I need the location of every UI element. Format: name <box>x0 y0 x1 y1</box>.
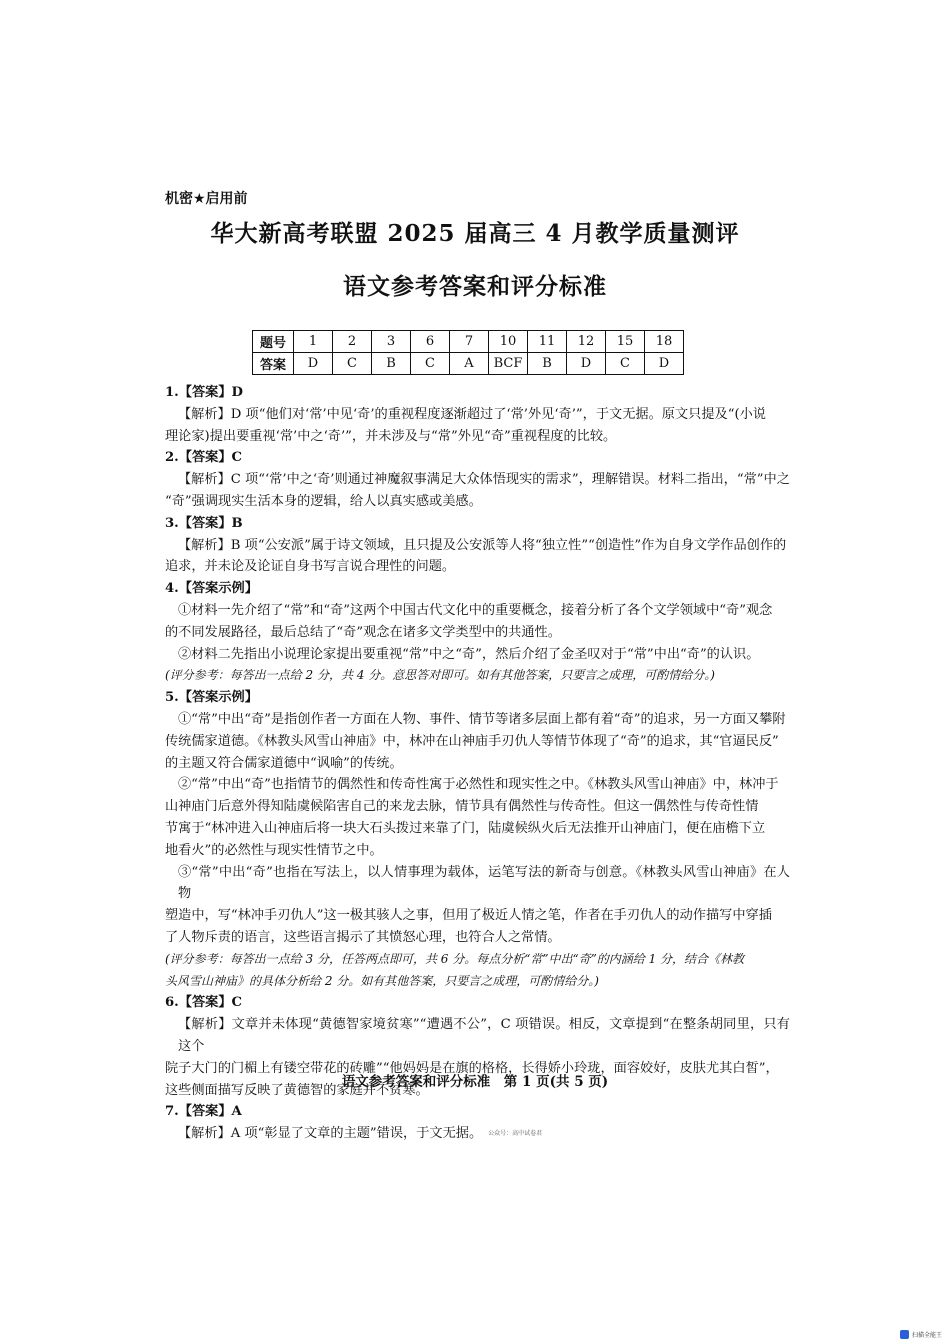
q1-analysis: 【解析】D 项“他们对‘常’中见‘奇’的重视程度逐渐超过了‘常’外见‘奇’”，于文无据。原文只提及“(小说 <box>178 406 766 422</box>
answer-cell: A <box>450 353 489 375</box>
q7-analysis-text: 【解析】A 项“彰显了文章的主题”错误，于文无据。 <box>178 1126 483 1142</box>
answer-body <box>165 382 790 1145</box>
question-number: 6 <box>411 331 450 353</box>
answer-cell: C <box>606 353 645 375</box>
q4-scoring-note: (评分参考：每答出一点给 2 分，共 4 分。意思答对即可。如有其他答案，只要言之成理，可酌情给分。) <box>165 668 715 683</box>
q5-answer: 传统儒家道德。《林教头风雪山神庙》中，林冲在山神庙手刃仇人等情节体现了“奇”的追求，其“官逼民反” <box>165 733 779 749</box>
confidential-label: 机密★启用前 <box>165 191 248 207</box>
q5-scoring-note: (评分参考：每答出一点给 3 分，任答两点即可，共 6 分。每点分析“常”中出“奇”的内涵给 1 分，结合《林教 <box>165 951 745 966</box>
q5-scoring-note: 头风雪山神庙》的具体分析给 2 分。如有其他答案，只要言之成理，可酌情给分。) <box>165 973 599 988</box>
q5-heading: 5.【答案示例】 <box>165 690 258 706</box>
answer-cell: B <box>528 353 567 375</box>
answer-cell: D <box>567 353 606 375</box>
q4-answer: 的不同发展路径，最后总结了“奇”观念在诸多文学类型中的共通性。 <box>165 624 561 640</box>
answer-cell: BCF <box>489 353 528 375</box>
q6-analysis: 院子大门的门楣上有镂空带花的砖雕”“他妈妈是在旗的格格，长得娇小玲珑，面容姣好，皮肤尤其白皙”， <box>165 1060 779 1076</box>
q5-answer: 的主题又符合儒家道德中“讽喻”的传统。 <box>165 755 403 771</box>
q4-heading: 4.【答案示例】 <box>165 581 258 597</box>
page-footer: 语文参考答案和评分标准 第 1 页(共 5 页) <box>341 1074 609 1090</box>
q2-heading: 2.【答案】C <box>165 450 243 466</box>
q5-answer: ①“常”中出“奇”是指创作者一方面在人物、事件、情节等诸多层面上都有着“奇”的追求，另一方面又攀附 <box>178 711 786 727</box>
q5-answer: 塑造中，写“林冲手刃仇人”这一极其骇人之事，但用了极近人情之笔，作者在手刃仇人的动作描写中穿插 <box>165 908 772 924</box>
exam-title: 华大新高考联盟 2025 届高三 4 月教学质量测评 <box>210 220 740 247</box>
scanner-badge <box>900 1330 942 1339</box>
q2-analysis: “奇”强调现实生活本身的逻辑，给人以真实感或美感。 <box>165 493 482 509</box>
question-number: 12 <box>567 331 606 353</box>
answer-table <box>252 330 684 375</box>
question-number: 15 <box>606 331 645 353</box>
q5-answer: 了人物斥责的语言，这些语言揭示了其愤怒心理，也符合人之常情。 <box>165 929 561 945</box>
page-subtitle: 语文参考答案和评分标准 <box>343 274 607 300</box>
answer-cell: C <box>411 353 450 375</box>
question-number: 7 <box>450 331 489 353</box>
question-number: 1 <box>294 331 333 353</box>
question-number: 10 <box>489 331 528 353</box>
question-number: 18 <box>645 331 684 353</box>
q5-answer: ②“常”中出“奇”也指情节的偶然性和传奇性寓于必然性和现实性之中。《林教头风雪山神庙》中，林冲于 <box>178 777 779 793</box>
row-label: 题号 <box>253 331 294 353</box>
q6-analysis: 【解析】文章并未体现“黄德智家境贫寒”“遭遇不公”，C 项错误。相反，文章提到“在整条胡同里，只有这个 <box>178 1017 790 1054</box>
q3-analysis: 【解析】B 项“公安派”属于诗文领域，且只提及公安派等人将“独立性”“创造性”作为自身文学作品创作的 <box>178 537 787 553</box>
q4-answer: ①材料一先介绍了“常”和“奇”这两个中国古代文化中的重要概念，接着分析了各个文学领域中“奇”观念 <box>178 602 773 618</box>
q3-heading: 3.【答案】B <box>165 515 243 531</box>
watermark: 公众号：高中试卷君 <box>488 1130 543 1138</box>
q1-analysis: 理论家)提出要重视‘常’中之‘奇’”，并未涉及与“常”外见“奇”重视程度的比较。 <box>165 428 617 444</box>
question-number-row <box>253 331 684 353</box>
answer-cell: B <box>372 353 411 375</box>
q5-answer: 地看火”的必然性与现实性情节之中。 <box>165 842 383 858</box>
answer-cell: C <box>333 353 372 375</box>
q4-answer: ②材料二先指出小说理论家提出要重视“常”中之“奇”，然后介绍了金圣叹对于“常”中出“奇”的认识。 <box>178 646 760 662</box>
q6-heading: 6.【答案】C <box>165 995 243 1011</box>
q3-analysis: 追求，并未论及论证自身书写言说合理性的问题。 <box>165 559 456 575</box>
answer-cell: D <box>294 353 333 375</box>
q5-answer: ③“常”中出“奇”也指在写法上，以人情事理为载体，运笔写法的新奇与创意。《林教头风雪山神庙》在人物 <box>178 864 790 902</box>
scanner-badge-label: 扫描全能王 <box>911 1332 942 1339</box>
q5-answer: 山神庙门后意外得知陆虞候陷害自己的来龙去脉，情节具有偶然性与传奇性。但这一偶然性与传奇性情 <box>165 799 759 815</box>
q1-heading: 1.【答案】D <box>165 385 243 400</box>
q2-analysis: 【解析】C 项“‘常’中之‘奇’则通过神魔叙事满足大众体悟现实的需求”，理解错误。材料二指出，“常”中之 <box>178 472 790 488</box>
q7-analysis <box>165 1123 790 1145</box>
q6-analysis: 这些侧面描写反映了黄德智的家庭并不贫寒。 <box>165 1082 429 1098</box>
answer-row <box>253 353 684 375</box>
q7-heading: 7.【答案】A <box>165 1104 242 1120</box>
scanner-logo-icon <box>900 1330 909 1339</box>
question-number: 2 <box>333 331 372 353</box>
question-number: 11 <box>528 331 567 353</box>
answer-cell: D <box>645 353 684 375</box>
question-number: 3 <box>372 331 411 353</box>
row-label: 答案 <box>253 353 294 375</box>
q5-answer: 节寓于“林冲进入山神庙后将一块大石头拨过来靠了门，陆虞候纵火后无法推开山神庙门，便在庙檐下立 <box>165 820 766 836</box>
